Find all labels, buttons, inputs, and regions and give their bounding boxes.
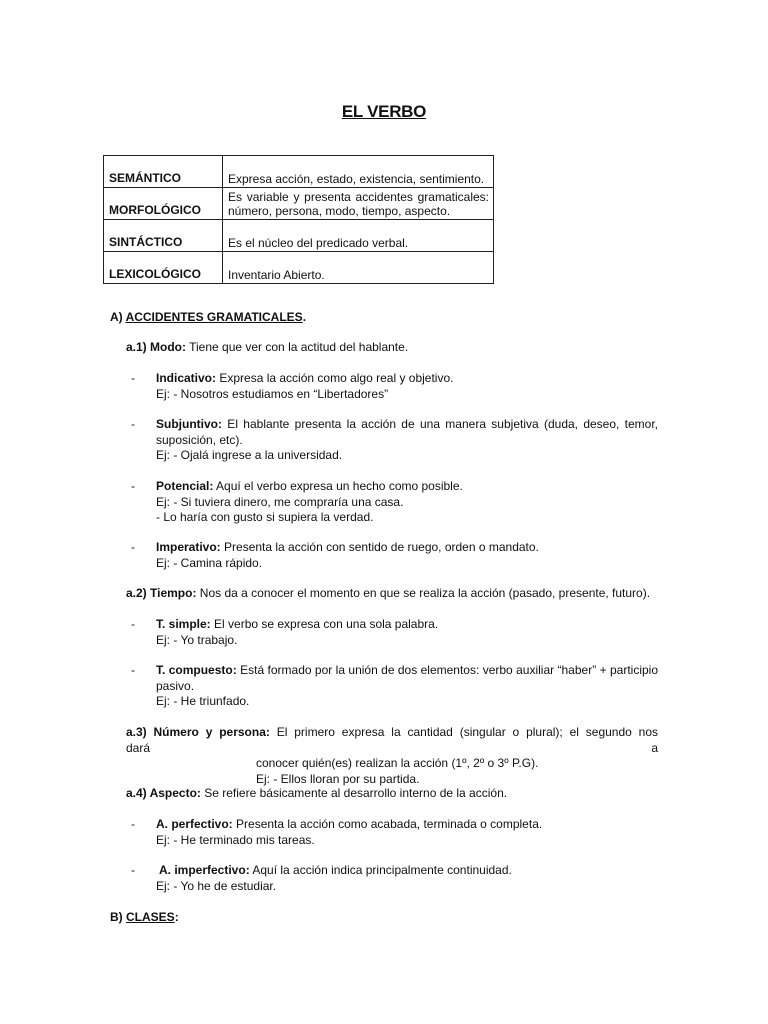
indicativo-example: Ej: - Nosotros estudiamos en “Libertadores”: [156, 386, 389, 401]
indicativo-text: Expresa la acción como algo real y objetivo.: [216, 371, 454, 385]
subjuntivo-example: Ej: - Ojalá ingrese a la universidad.: [156, 448, 343, 462]
table-value: Es variable y presenta accidentes gramaticales: número, persona, modo, tiempo, aspecto.: [223, 188, 494, 220]
section-a-prefix: A): [110, 310, 123, 324]
tcompuesto-item: [156, 663, 658, 710]
aspecto-text: Se refiere básicamente al desarrollo interno de la acción.: [200, 786, 508, 800]
imperativo-text: Presenta la acción con sentido de ruego, orden o mandato.: [220, 540, 539, 554]
imperativo-item: [156, 540, 658, 571]
table-value: Inventario Abierto.: [223, 252, 494, 284]
table-value: Es el núcleo del predicado verbal.: [223, 220, 494, 252]
section-b-heading: [110, 910, 179, 926]
modo-text: Tiene que ver con la actitud del hablante.: [186, 340, 409, 354]
aimperfectivo-text: Aquí la acción indica principalmente continuidad.: [249, 863, 512, 877]
table-row: [104, 220, 494, 252]
tsimple-example: Ej: - Yo trabajo.: [156, 632, 238, 647]
potencial-label: Potencial:: [156, 479, 214, 493]
bullet-dash: -: [131, 417, 135, 431]
bullet-dash: -: [131, 863, 135, 877]
tsimple-text: El verbo se expresa con una sola palabra.: [210, 617, 439, 631]
table-key: SEMÁNTICO: [104, 156, 223, 188]
tsimple-item: [156, 617, 658, 648]
tcompuesto-label: T. compuesto:: [156, 663, 237, 677]
table-key: SINTÁCTICO: [104, 220, 223, 252]
table-key: LEXICOLÓGICO: [104, 252, 223, 284]
imperativo-label: Imperativo:: [156, 540, 221, 554]
numero-paragraph: [126, 725, 665, 787]
numero-text-1: El primero expresa la cantidad (singular o plural); el segundo nos dará a: [126, 725, 665, 755]
aperfectivo-example: Ej: - He terminado mis tareas.: [156, 832, 315, 847]
summary-table: [103, 155, 494, 284]
bullet-dash: -: [131, 540, 135, 554]
section-a-suffix: .: [302, 310, 307, 324]
aperfectivo-text: Presenta la acción como acabada, terminada o completa.: [232, 817, 543, 831]
aimperfectivo-label: A. imperfectivo:: [159, 863, 250, 877]
potencial-example-1: Ej: - Si tuviera dinero, me compraría una casa.: [156, 494, 404, 509]
section-b-suffix: :: [174, 910, 179, 924]
aspecto-label: a.4) Aspecto:: [126, 786, 201, 800]
section-a-heading: [110, 310, 306, 326]
aperfectivo-label: A. perfectivo:: [156, 817, 233, 831]
potencial-item: [156, 479, 658, 526]
section-a-title: ACCIDENTES GRAMATICALES: [125, 310, 303, 324]
section-b-prefix: B): [110, 910, 123, 924]
table-value: Expresa acción, estado, existencia, sentimiento.: [223, 156, 494, 188]
modo-paragraph: [126, 340, 658, 356]
bullet-dash: -: [131, 663, 135, 677]
indicativo-item: [156, 371, 658, 402]
table-row: [104, 188, 494, 220]
table-row: [104, 252, 494, 284]
tcompuesto-example: Ej: - He triunfado.: [156, 694, 250, 708]
numero-text-2: conocer quién(es) realizan la acción (1º, 2º o 3º P.G).: [256, 756, 539, 770]
aperfectivo-item: [156, 817, 658, 848]
bullet-dash: -: [131, 371, 135, 385]
table-key: MORFOLÓGICO: [104, 188, 223, 220]
aimperfectivo-item: [156, 863, 658, 894]
numero-label: a.3) Número y persona:: [126, 725, 270, 739]
page-title: EL VERBO: [341, 102, 427, 121]
tiempo-label: a.2) Tiempo:: [126, 586, 197, 600]
tiempo-paragraph: [126, 586, 658, 602]
bullet-dash: -: [131, 479, 135, 493]
subjuntivo-text: El hablante presenta la acción de una manera subjetiva (duda, deseo, temor, suposición, etc).: [156, 417, 658, 447]
tcompuesto-text: Está formado por la unión de dos elementos: verbo auxiliar “haber” + participio pasivo.: [156, 663, 659, 693]
aspecto-paragraph: [126, 786, 658, 802]
numero-example: Ej: - Ellos lloran por su partida.: [256, 771, 420, 786]
potencial-text: Aquí el verbo expresa un hecho como posible.: [213, 479, 463, 493]
section-b-title: CLASES: [126, 910, 175, 924]
tsimple-label: T. simple:: [156, 617, 211, 631]
table-row: [104, 156, 494, 188]
subjuntivo-item: [156, 417, 658, 464]
bullet-dash: -: [131, 817, 135, 831]
imperativo-example: Ej: - Camina rápido.: [156, 555, 263, 570]
bullet-dash: -: [131, 617, 135, 631]
modo-label: a.1) Modo:: [126, 340, 186, 354]
potencial-example-2: - Lo haría con gusto si supiera la verdad.: [156, 510, 374, 524]
aimperfectivo-example: Ej: - Yo he de estudiar.: [156, 878, 277, 893]
tiempo-text: Nos da a conocer el momento en que se realiza la acción (pasado, presente, futuro).: [196, 586, 651, 600]
subjuntivo-label: Subjuntivo:: [156, 417, 222, 431]
indicativo-label: Indicativo:: [156, 371, 217, 385]
